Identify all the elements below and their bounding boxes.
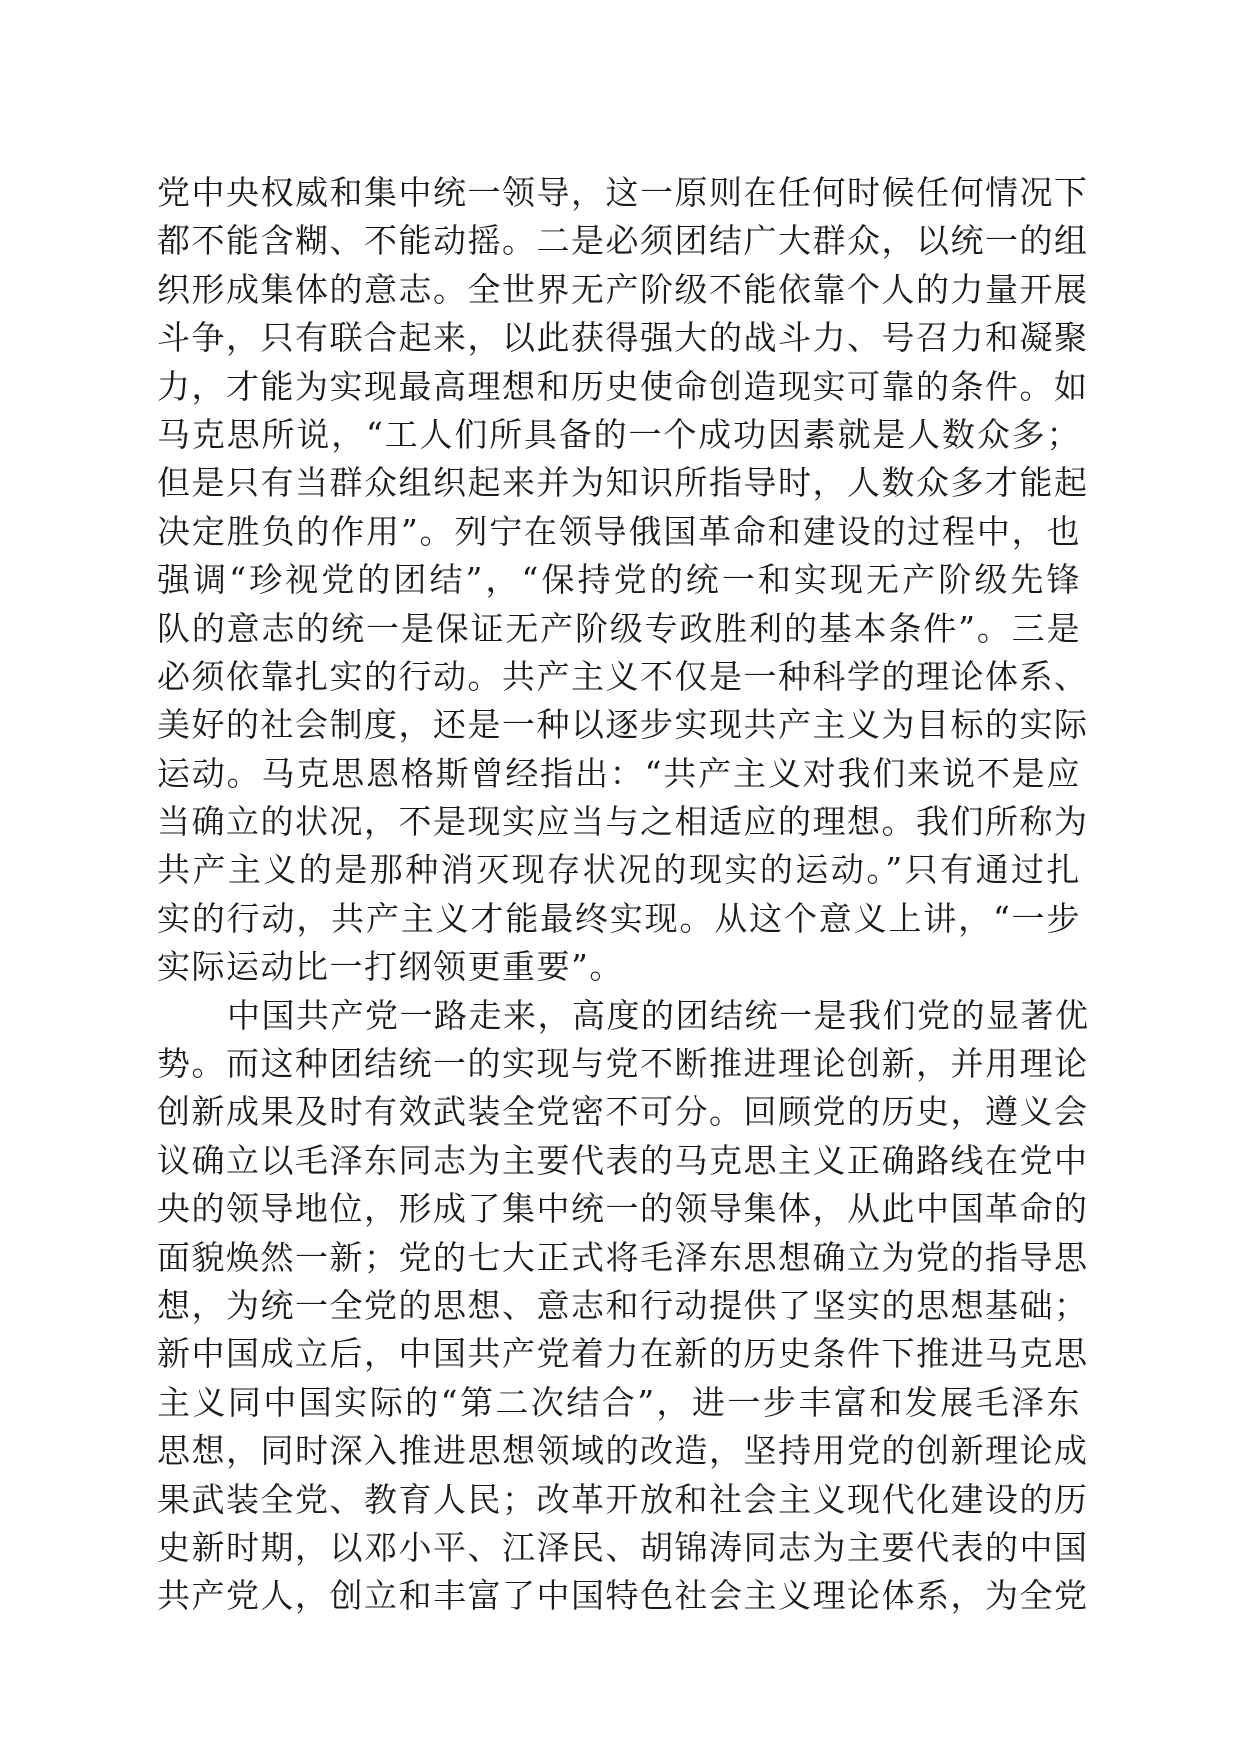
paragraph-2 (157, 992, 1090, 1621)
text-line: 斗争，只有联合起来，以此获得强大的战斗力、号召力和凝聚 (157, 318, 1089, 358)
text-line: 织形成集体的意志。全世界无产阶级不能依靠个人的力量开展 (157, 269, 1089, 309)
text-line: 决定胜负的作用”。列宁在领导俄国革命和建设的过程中，也 (157, 511, 1081, 551)
text-line: 美好的社会制度，还是一种以逐步实现共产主义为目标的实际 (157, 705, 1089, 745)
text-line: 共产主义的是那种消灭现存状况的现实的运动。”只有通过扎 (157, 850, 1081, 890)
text-line: 队的意志的统一是保证无产阶级专政胜利的基本条件”。三是 (157, 608, 1081, 648)
text-line: 思想，同时深入推进思想领域的改造，坚持用党的创新理论成 (157, 1431, 1089, 1471)
text-line: 史新时期，以邓小平、江泽民、胡锦涛同志为主要代表的中国 (157, 1527, 1089, 1567)
text-line: 新中国成立后，中国共产党着力在新的历史条件下推进马克思 (157, 1334, 1089, 1374)
text-line: 运动。马克思恩格斯曾经指出：“共产主义对我们来说不是应 (157, 753, 1081, 793)
text-line: 中国共产党一路走来，高度的团结统一是我们党的显著优 (227, 995, 1090, 1035)
text-line: 议确立以毛泽东同志为主要代表的马克思主义正确路线在党中 (157, 1140, 1089, 1180)
text-line: 必须依靠扎实的行动。共产主义不仅是一种科学的理论体系、 (157, 656, 1089, 696)
paragraph-1 (157, 169, 1089, 992)
text-line: 面貌焕然一新；党的七大正式将毛泽东思想确立为党的指导思 (157, 1237, 1089, 1277)
text-line: 主义同中国实际的“第二次结合”，进一步丰富和发展毛泽东 (157, 1382, 1081, 1422)
text-line: 力，才能为实现最高理想和历史使命创造现实可靠的条件。如 (157, 366, 1089, 406)
text-line: 实际运动比一打纲领更重要”。 (157, 947, 624, 987)
text-line: 共产党人，创立和丰富了中国特色社会主义理论体系，为全党 (157, 1576, 1089, 1616)
text-line: 都不能含糊、不能动摇。二是必须团结广大群众，以统一的组 (157, 221, 1089, 261)
text-line: 强调“珍视党的团结”，“保持党的统一和实现无产阶级先锋 (157, 560, 1081, 600)
text-line: 党中央权威和集中统一领导，这一原则在任何时候任何情况下 (157, 173, 1089, 212)
text-line: 当确立的状况，不是现实应当与之相适应的理想。我们所称为 (157, 802, 1089, 842)
text-line: 实的行动，共产主义才能最终实现。从这个意义上讲，“一步 (157, 898, 1081, 938)
text-line: 创新成果及时有效武装全党密不可分。回顾党的历史，遵义会 (157, 1092, 1089, 1132)
text-line: 果武装全党、教育人民；改革开放和社会主义现代化建设的历 (157, 1479, 1089, 1519)
text-line: 想，为统一全党的思想、意志和行动提供了坚实的思想基础； (157, 1285, 1089, 1325)
text-line: 但是只有当群众组织起来并为知识所指导时，人数众多才能起 (157, 463, 1089, 503)
text-line: 势。而这种团结统一的实现与党不断推进理论创新，并用理论 (157, 1044, 1089, 1084)
text-line: 马克思所说，“工人们所具备的一个成功因素就是人数众多； (157, 414, 1081, 454)
text-line: 央的领导地位，形成了集中统一的领导集体，从此中国革命的 (157, 1189, 1089, 1229)
document-body (157, 169, 1090, 1621)
